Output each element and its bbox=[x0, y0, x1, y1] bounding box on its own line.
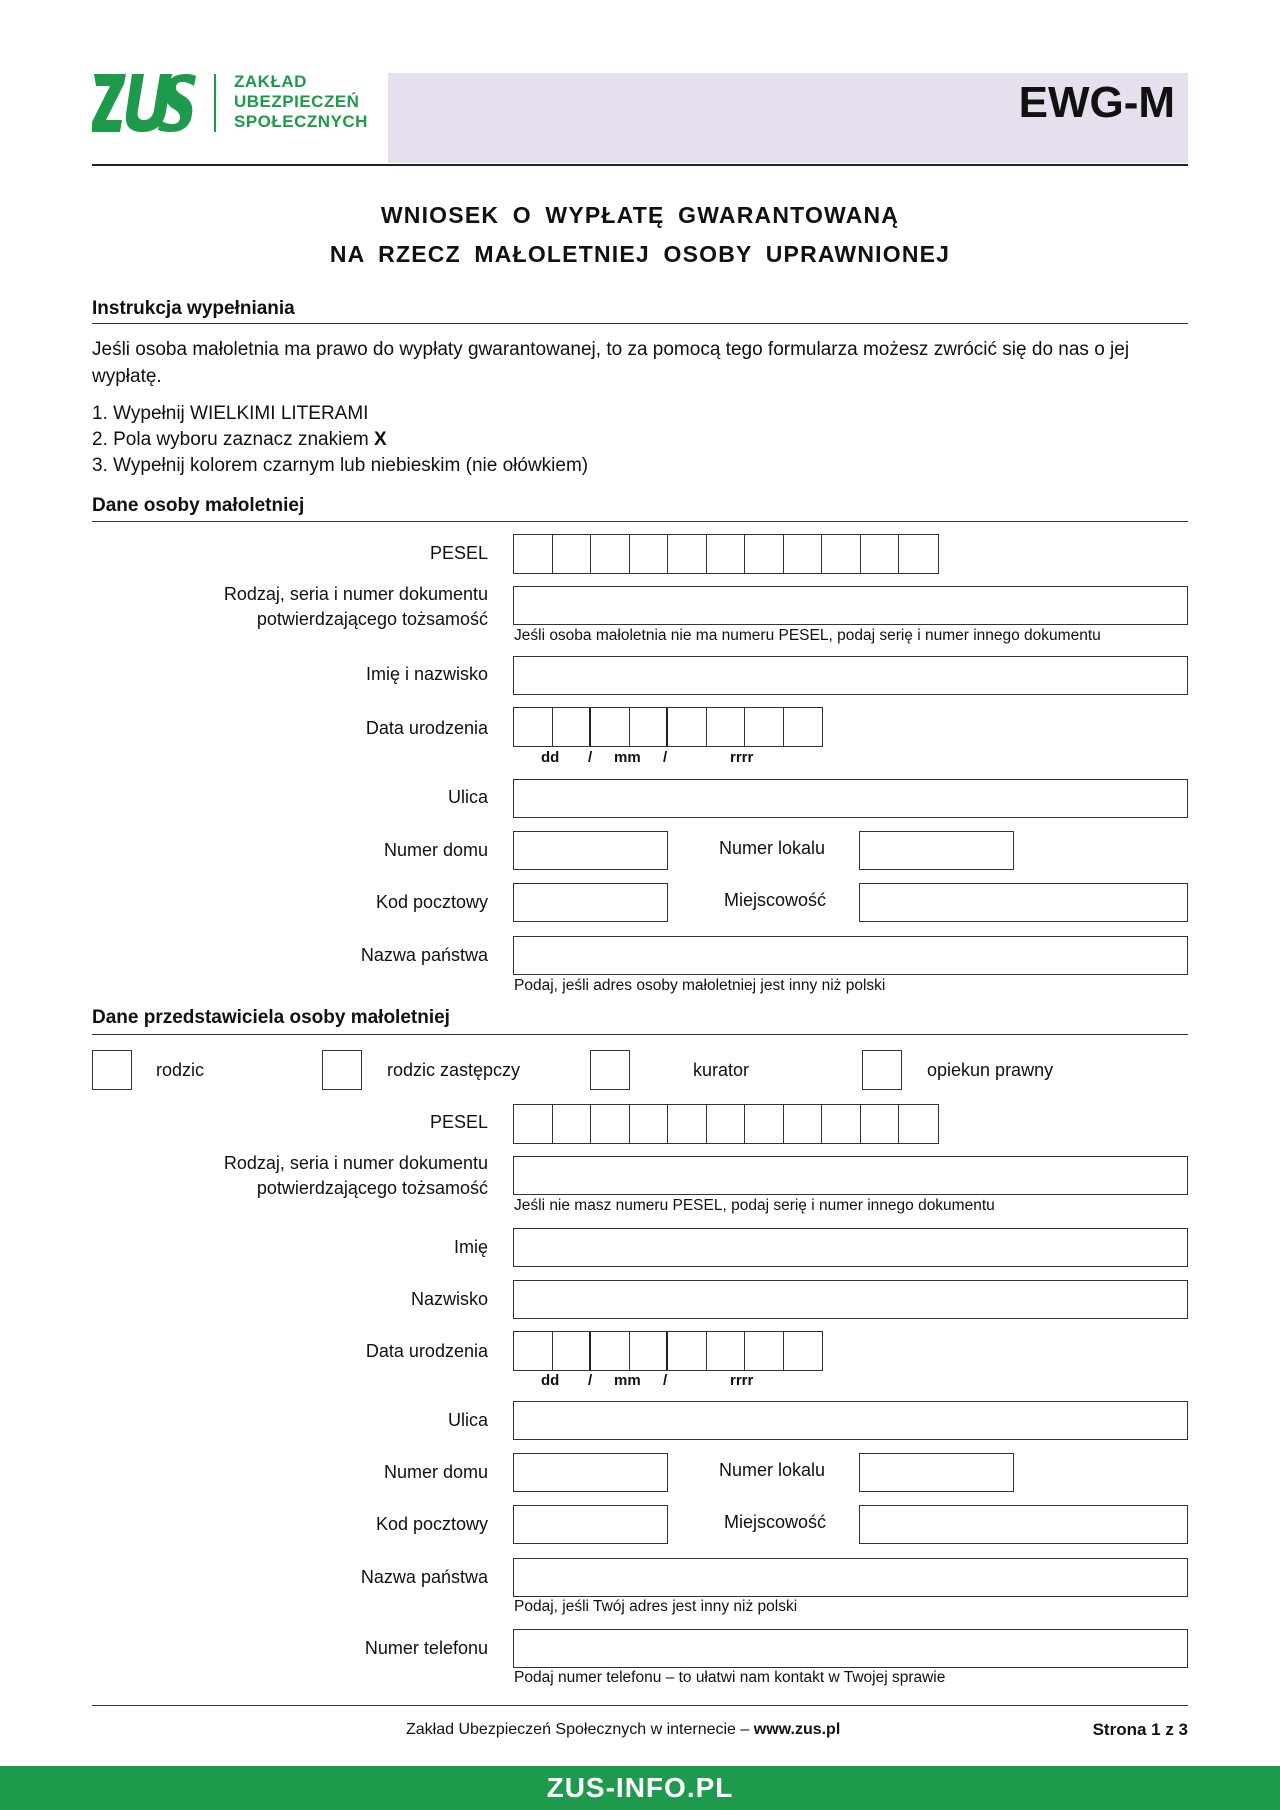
org-name-line: ZAKŁAD bbox=[234, 72, 307, 91]
digit-cell[interactable] bbox=[514, 535, 553, 573]
doc-label-line: Rodzaj, seria i numer dokumentu bbox=[223, 584, 488, 604]
rep-house-input[interactable] bbox=[513, 1453, 668, 1492]
digit-cell[interactable] bbox=[822, 1105, 861, 1143]
rep-dob-input[interactable] bbox=[513, 1331, 823, 1371]
dob-hint-rrrr: rrrr bbox=[730, 749, 754, 766]
digit-cell[interactable] bbox=[784, 1105, 823, 1143]
role-label: kurator bbox=[693, 1060, 750, 1080]
digit-cell[interactable] bbox=[899, 535, 938, 573]
digit-cell[interactable] bbox=[745, 1105, 784, 1143]
country-label: Nazwa państwa bbox=[360, 945, 488, 965]
role-checkbox-curator[interactable] bbox=[590, 1050, 630, 1090]
digit-cell[interactable] bbox=[591, 1332, 630, 1370]
digit-cell[interactable] bbox=[707, 708, 746, 746]
instructions-intro: Jeśli osoba małoletnia ma prawo do wypłaty gwarantowanej, to za pomocą tego formularza możesz zwrócić się do nas o jej wypłatę. bbox=[92, 339, 1130, 387]
last-name-label: Nazwisko bbox=[410, 1289, 488, 1309]
digit-cell[interactable] bbox=[591, 535, 630, 573]
footer-text: Zakład Ubezpieczeń Społecznych w internecie – bbox=[406, 1721, 754, 1738]
instruction-text: 2. Pola wyboru zaznacz znakiem bbox=[92, 429, 374, 450]
digit-cell[interactable] bbox=[745, 535, 784, 573]
digit-cell[interactable] bbox=[745, 708, 784, 746]
street-label: Ulica bbox=[447, 1410, 488, 1430]
representative-section-heading: Dane przedstawiciela osoby małoletniej bbox=[92, 1007, 450, 1028]
digit-cell[interactable] bbox=[591, 1105, 630, 1143]
country-label: Nazwa państwa bbox=[360, 1567, 488, 1587]
digit-cell[interactable] bbox=[861, 535, 900, 573]
digit-cell[interactable] bbox=[822, 535, 861, 573]
city-label: Miejscowość bbox=[724, 890, 827, 910]
instruction-mark: X bbox=[373, 429, 387, 450]
footer-url-link[interactable]: www.zus.pl bbox=[753, 1721, 841, 1738]
digit-cell[interactable] bbox=[514, 1332, 553, 1370]
dob-label: Data urodzenia bbox=[365, 1341, 488, 1361]
minor-city-input[interactable] bbox=[859, 883, 1188, 922]
divider bbox=[92, 323, 1188, 324]
logo-separator bbox=[214, 74, 216, 132]
digit-cell[interactable] bbox=[630, 1332, 669, 1370]
minor-document-hint: Jeśli osoba małoletnia nie ma numeru PESEL, podaj serię i numer innego dokumentu bbox=[514, 627, 1101, 644]
rep-last-name-input[interactable] bbox=[513, 1280, 1188, 1319]
digit-cell[interactable] bbox=[514, 1105, 553, 1143]
rep-document-hint: Jeśli nie masz numeru PESEL, podaj serię i numer innego dokumentu bbox=[514, 1197, 995, 1214]
dob-hint-sep: / bbox=[663, 749, 668, 766]
footer-brand-band bbox=[0, 1766, 1280, 1810]
rep-city-input[interactable] bbox=[859, 1505, 1188, 1544]
role-checkbox-parent[interactable] bbox=[92, 1050, 132, 1090]
postal-label: Kod pocztowy bbox=[375, 892, 488, 912]
digit-cell[interactable] bbox=[784, 535, 823, 573]
digit-cell[interactable] bbox=[630, 535, 669, 573]
role-label: rodzic bbox=[156, 1060, 205, 1080]
digit-cell[interactable] bbox=[553, 1332, 592, 1370]
rep-phone-input[interactable] bbox=[513, 1629, 1188, 1668]
role-label: rodzic zastępczy bbox=[387, 1060, 521, 1080]
digit-cell[interactable] bbox=[553, 708, 592, 746]
org-name bbox=[234, 72, 368, 132]
digit-cell[interactable] bbox=[668, 1105, 707, 1143]
minor-section-heading: Dane osoby małoletniej bbox=[92, 495, 305, 516]
minor-house-input[interactable] bbox=[513, 831, 668, 870]
instruction-item bbox=[92, 427, 387, 453]
form-title-line2: NA RZECZ MAŁOLETNIEJ OSOBY UPRAWNIONEJ bbox=[329, 241, 951, 267]
minor-pesel-input[interactable] bbox=[513, 534, 939, 574]
minor-country-hint: Podaj, jeśli adres osoby małoletniej jest inny niż polski bbox=[514, 977, 886, 994]
doc-label bbox=[88, 1151, 488, 1201]
form-title-line1: WNIOSEK O WYPŁATĘ GWARANTOWANĄ bbox=[380, 202, 900, 228]
zus-logo bbox=[92, 70, 196, 136]
digit-cell[interactable] bbox=[707, 535, 746, 573]
city-label: Miejscowość bbox=[724, 1512, 827, 1532]
dob-hint-sep: / bbox=[588, 1372, 593, 1389]
pesel-label: PESEL bbox=[429, 543, 488, 563]
divider bbox=[92, 521, 1188, 522]
divider bbox=[92, 1034, 1188, 1035]
digit-cell[interactable] bbox=[630, 1105, 669, 1143]
footer-divider bbox=[92, 1705, 1188, 1706]
digit-cell[interactable] bbox=[745, 1332, 784, 1370]
dob-label: Data urodzenia bbox=[365, 718, 488, 738]
doc-label-line: potwierdzającego tożsamość bbox=[256, 1178, 488, 1198]
minor-postal-input[interactable] bbox=[513, 883, 668, 922]
minor-document-input[interactable] bbox=[513, 586, 1188, 625]
rep-phone-hint: Podaj numer telefonu – to ułatwi nam kontakt w Twojej sprawie bbox=[514, 1669, 946, 1686]
digit-cell[interactable] bbox=[784, 1332, 823, 1370]
digit-cell[interactable] bbox=[668, 708, 707, 746]
org-name-line: UBEZPIECZEŃ bbox=[234, 92, 360, 111]
digit-cell[interactable] bbox=[707, 1105, 746, 1143]
form-code: EWG-M bbox=[1018, 78, 1175, 127]
doc-label-line: potwierdzającego tożsamość bbox=[256, 609, 488, 629]
role-checkbox-foster-parent[interactable] bbox=[322, 1050, 362, 1090]
digit-cell[interactable] bbox=[707, 1332, 746, 1370]
rep-pesel-input[interactable] bbox=[513, 1104, 939, 1144]
header-divider bbox=[92, 164, 1188, 166]
role-checkbox-legal-guardian[interactable] bbox=[862, 1050, 902, 1090]
dob-hint-dd: dd bbox=[541, 1372, 560, 1389]
house-label: Numer domu bbox=[383, 840, 488, 860]
first-name-label: Imię bbox=[453, 1237, 488, 1257]
dob-hint-sep: / bbox=[663, 1372, 668, 1389]
minor-country-input[interactable] bbox=[513, 936, 1188, 975]
footer-brand: ZUS-INFO.PL bbox=[546, 1772, 734, 1803]
instruction-item: 3. Wypełnij kolorem czarnym lub niebieskim (nie ołówkiem) bbox=[92, 455, 589, 476]
page-number: Strona 1 z 3 bbox=[1092, 1720, 1188, 1739]
rep-first-name-input[interactable] bbox=[513, 1228, 1188, 1267]
digit-cell[interactable] bbox=[668, 1332, 707, 1370]
dob-hint-dd: dd bbox=[541, 749, 560, 766]
pesel-label: PESEL bbox=[429, 1112, 488, 1132]
postal-label: Kod pocztowy bbox=[375, 1514, 488, 1534]
role-label: opiekun prawny bbox=[927, 1060, 1054, 1080]
name-label: Imię i nazwisko bbox=[365, 664, 488, 684]
digit-cell[interactable] bbox=[553, 535, 592, 573]
digit-cell[interactable] bbox=[668, 535, 707, 573]
doc-label bbox=[88, 582, 488, 632]
digit-cell[interactable] bbox=[784, 708, 823, 746]
phone-label: Numer telefonu bbox=[364, 1638, 488, 1658]
instructions-heading: Instrukcja wypełniania bbox=[92, 298, 295, 319]
digit-cell[interactable] bbox=[861, 1105, 900, 1143]
rep-street-input[interactable] bbox=[513, 1401, 1188, 1440]
digit-cell[interactable] bbox=[514, 708, 553, 746]
digit-cell[interactable] bbox=[553, 1105, 592, 1143]
instruction-item: 1. Wypełnij WIELKIMI LITERAMI bbox=[92, 403, 369, 424]
digit-cell[interactable] bbox=[630, 708, 669, 746]
dob-hint-mm: mm bbox=[614, 749, 641, 766]
minor-street-input[interactable] bbox=[513, 779, 1188, 818]
house-label: Numer domu bbox=[383, 1462, 488, 1482]
footer-website bbox=[406, 1721, 840, 1739]
minor-name-input[interactable] bbox=[513, 656, 1188, 695]
rep-postal-input[interactable] bbox=[513, 1505, 668, 1544]
digit-cell[interactable] bbox=[899, 1105, 938, 1143]
digit-cell[interactable] bbox=[591, 708, 630, 746]
rep-country-hint: Podaj, jeśli Twój adres jest inny niż polski bbox=[514, 1598, 798, 1615]
dob-hint-mm: mm bbox=[614, 1372, 641, 1389]
minor-dob-input[interactable] bbox=[513, 707, 823, 747]
minor-flat-input[interactable] bbox=[859, 831, 1014, 870]
flat-label: Numer lokalu bbox=[719, 838, 826, 858]
flat-label: Numer lokalu bbox=[719, 1460, 826, 1480]
doc-label-line: Rodzaj, seria i numer dokumentu bbox=[223, 1153, 488, 1173]
rep-document-input[interactable] bbox=[513, 1156, 1188, 1195]
rep-country-input[interactable] bbox=[513, 1558, 1188, 1597]
rep-flat-input[interactable] bbox=[859, 1453, 1014, 1492]
dob-hint-rrrr: rrrr bbox=[730, 1372, 754, 1389]
org-name-line: SPOŁECZNYCH bbox=[234, 112, 368, 131]
street-label: Ulica bbox=[447, 787, 488, 807]
dob-hint-sep: / bbox=[588, 749, 593, 766]
